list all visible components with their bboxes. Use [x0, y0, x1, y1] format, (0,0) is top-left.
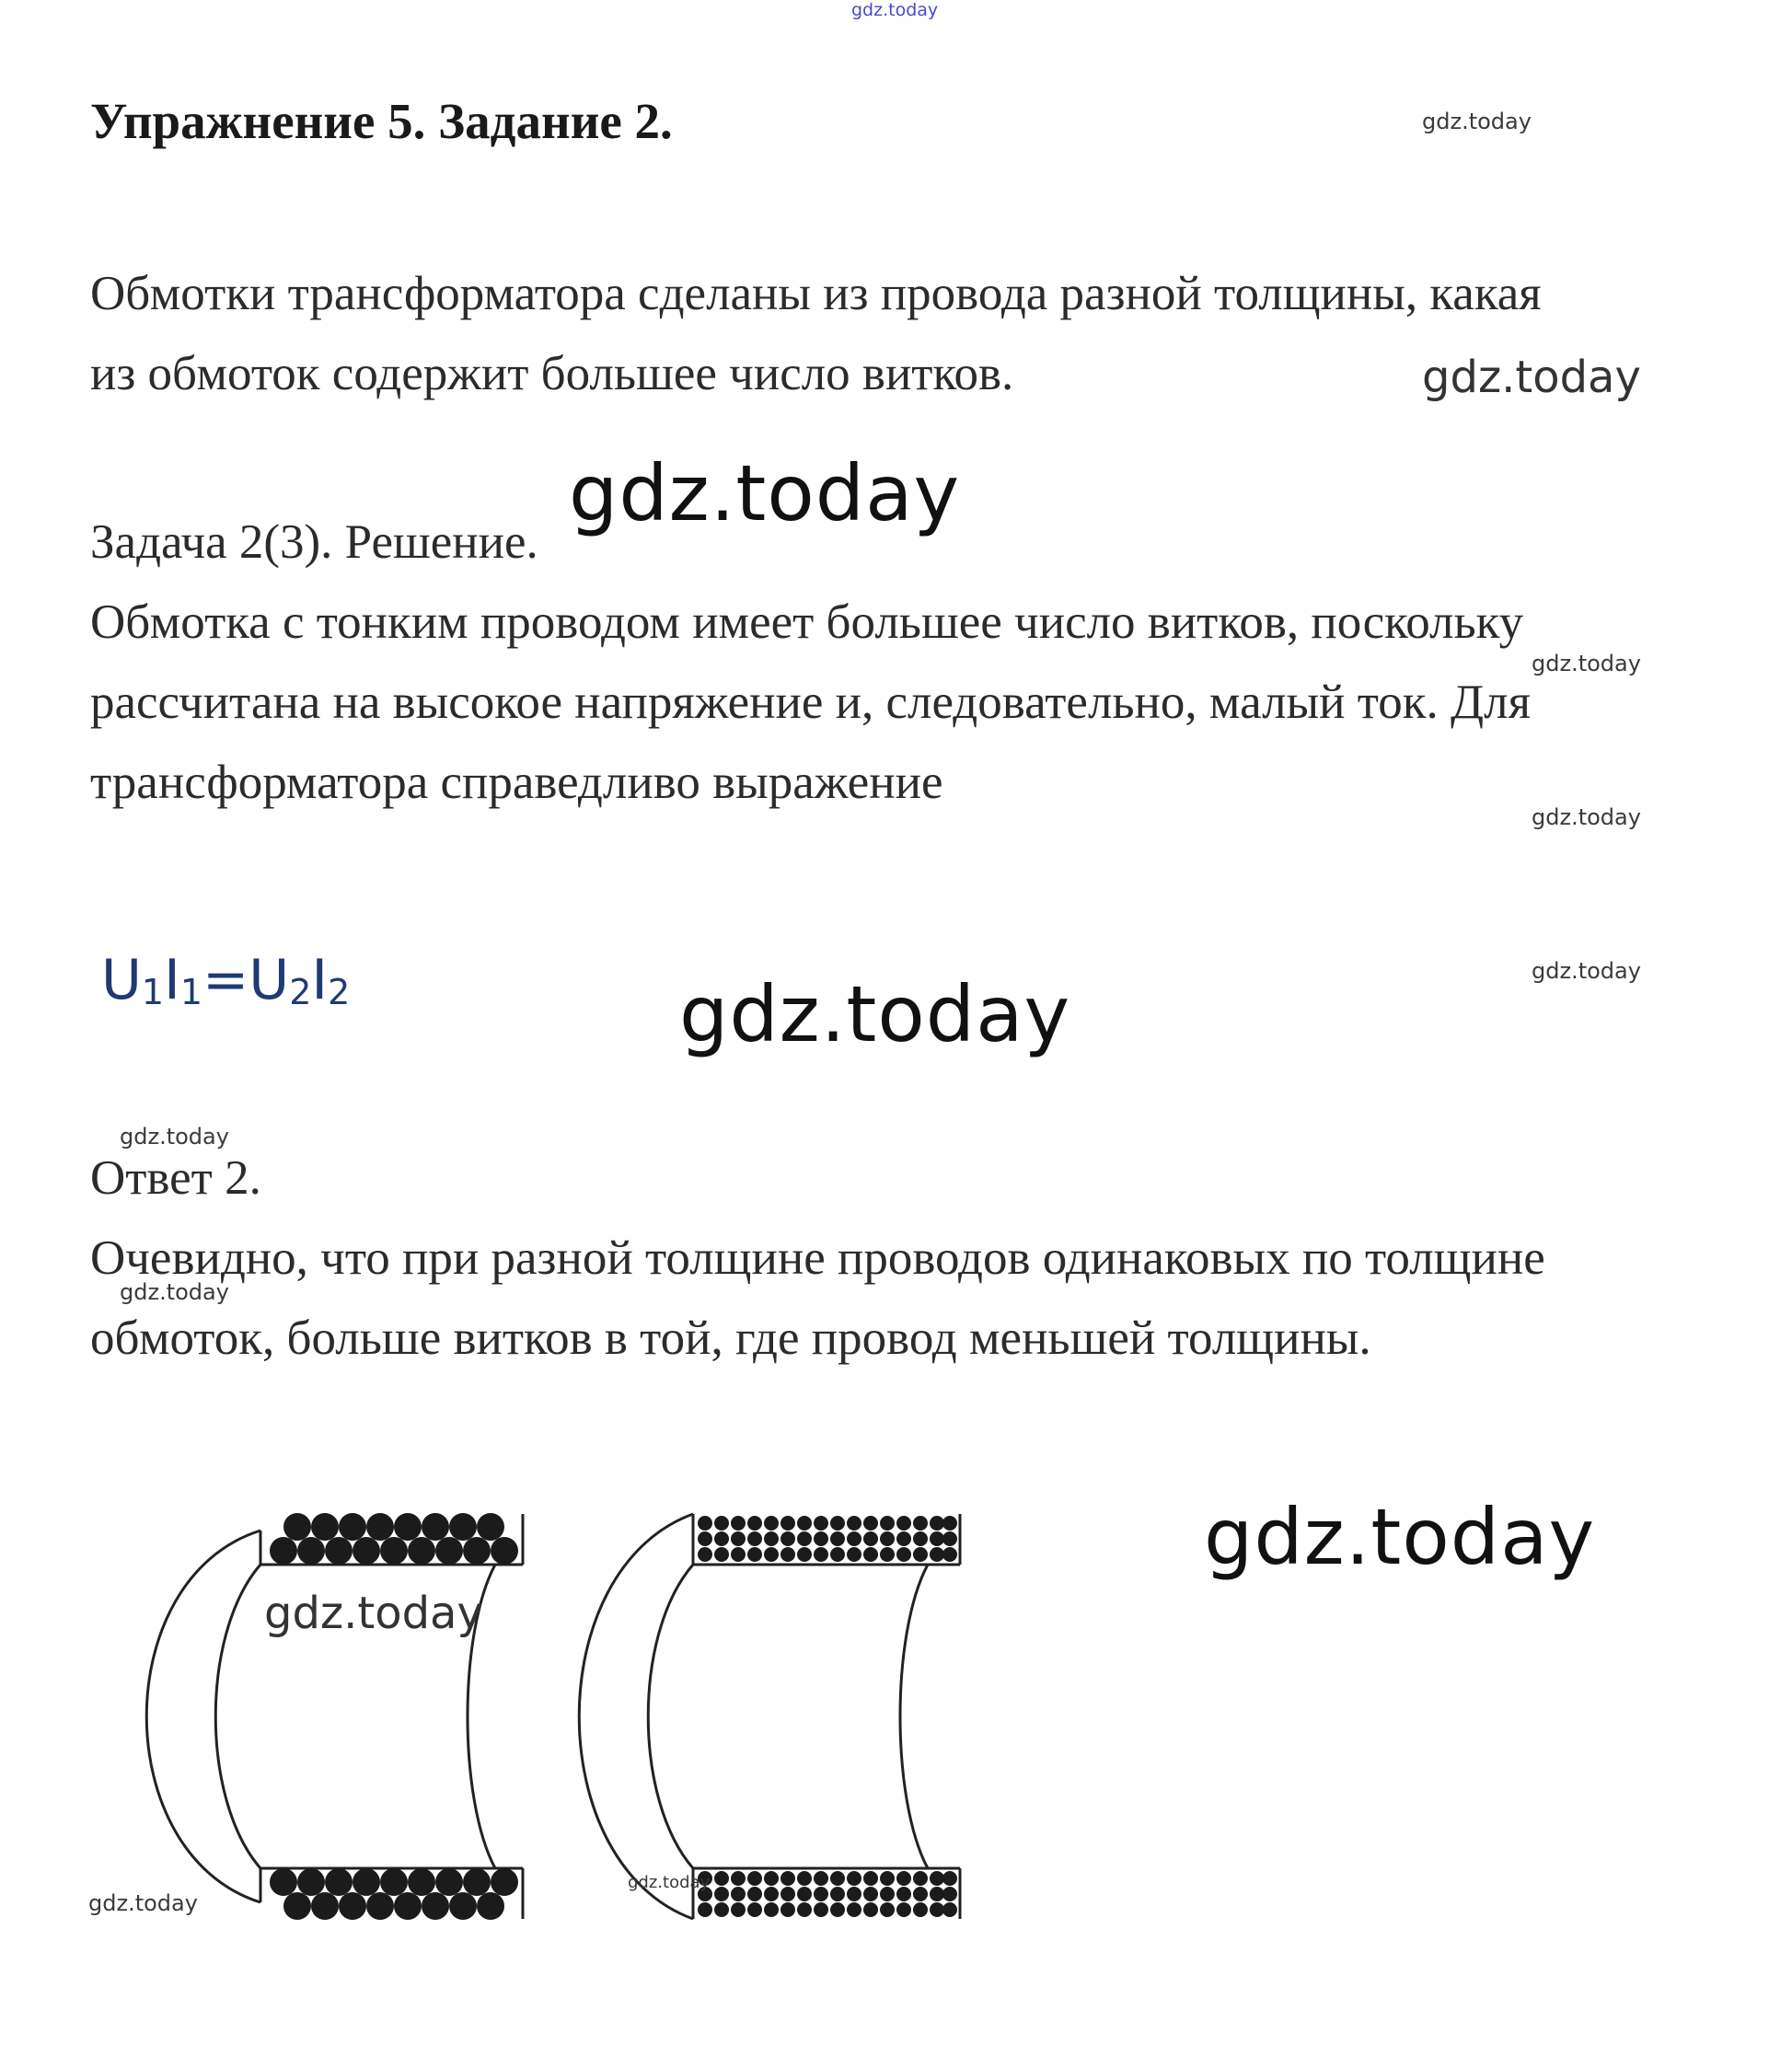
solution-heading: Задача 2(3). Решение. — [90, 515, 538, 569]
thin-winding-top — [698, 1516, 957, 1562]
watermark: gdz.today — [120, 1124, 229, 1150]
question-line-1: Обмотки трансформатора сделаны из провода разной толщины, какая — [90, 267, 1542, 320]
thick-winding-bottom — [270, 1868, 518, 1920]
solution-line-2: рассчитана на высокое напряжение и, следовательно, малый ток. Для — [90, 676, 1531, 729]
answer-line-2: обмоток, больше витков в той, где провод меньшей толщины. — [90, 1311, 1371, 1365]
page-title: Упражнение 5. Задание 2. — [90, 93, 673, 149]
watermark: gdz.today — [1532, 804, 1641, 830]
watermark: gdz.today — [120, 1279, 229, 1305]
watermark: gdz.today — [1532, 651, 1641, 676]
watermark: gdz.today — [1422, 109, 1532, 134]
solution-line-3: трансформатора справедливо выражение — [90, 756, 943, 809]
question-line-2: из обмоток содержит большее число витков. — [90, 347, 1014, 400]
thick-winding-top — [270, 1513, 518, 1565]
coil-diagram — [90, 1477, 974, 1956]
watermark: gdz.today — [264, 1588, 483, 1639]
watermark: gdz.today — [1532, 958, 1641, 984]
thin-winding-bottom — [698, 1871, 957, 1917]
watermark-large: gdz.today — [1204, 1492, 1596, 1582]
watermark: gdz.today — [628, 1873, 711, 1892]
coil-thin-wire — [579, 1514, 960, 1919]
coil-thick-wire — [146, 1513, 523, 1920]
watermark: gdz.today — [88, 1890, 198, 1916]
watermark-top: gdz.today — [851, 0, 939, 20]
watermark: gdz.today — [1422, 352, 1641, 403]
watermark-large: gdz.today — [569, 448, 961, 538]
answer-heading: Ответ 2. — [90, 1151, 261, 1205]
answer-line-1: Очевидно, что при разной толщине проводов одинаковых по толщине — [90, 1231, 1545, 1285]
solution-line-1: Обмотка с тонким проводом имеет большее число витков, поскольку — [90, 595, 1524, 649]
watermark-large: gdz.today — [679, 969, 1071, 1059]
formula: $U_1I_1=U_2I_2$ — [101, 948, 351, 1012]
